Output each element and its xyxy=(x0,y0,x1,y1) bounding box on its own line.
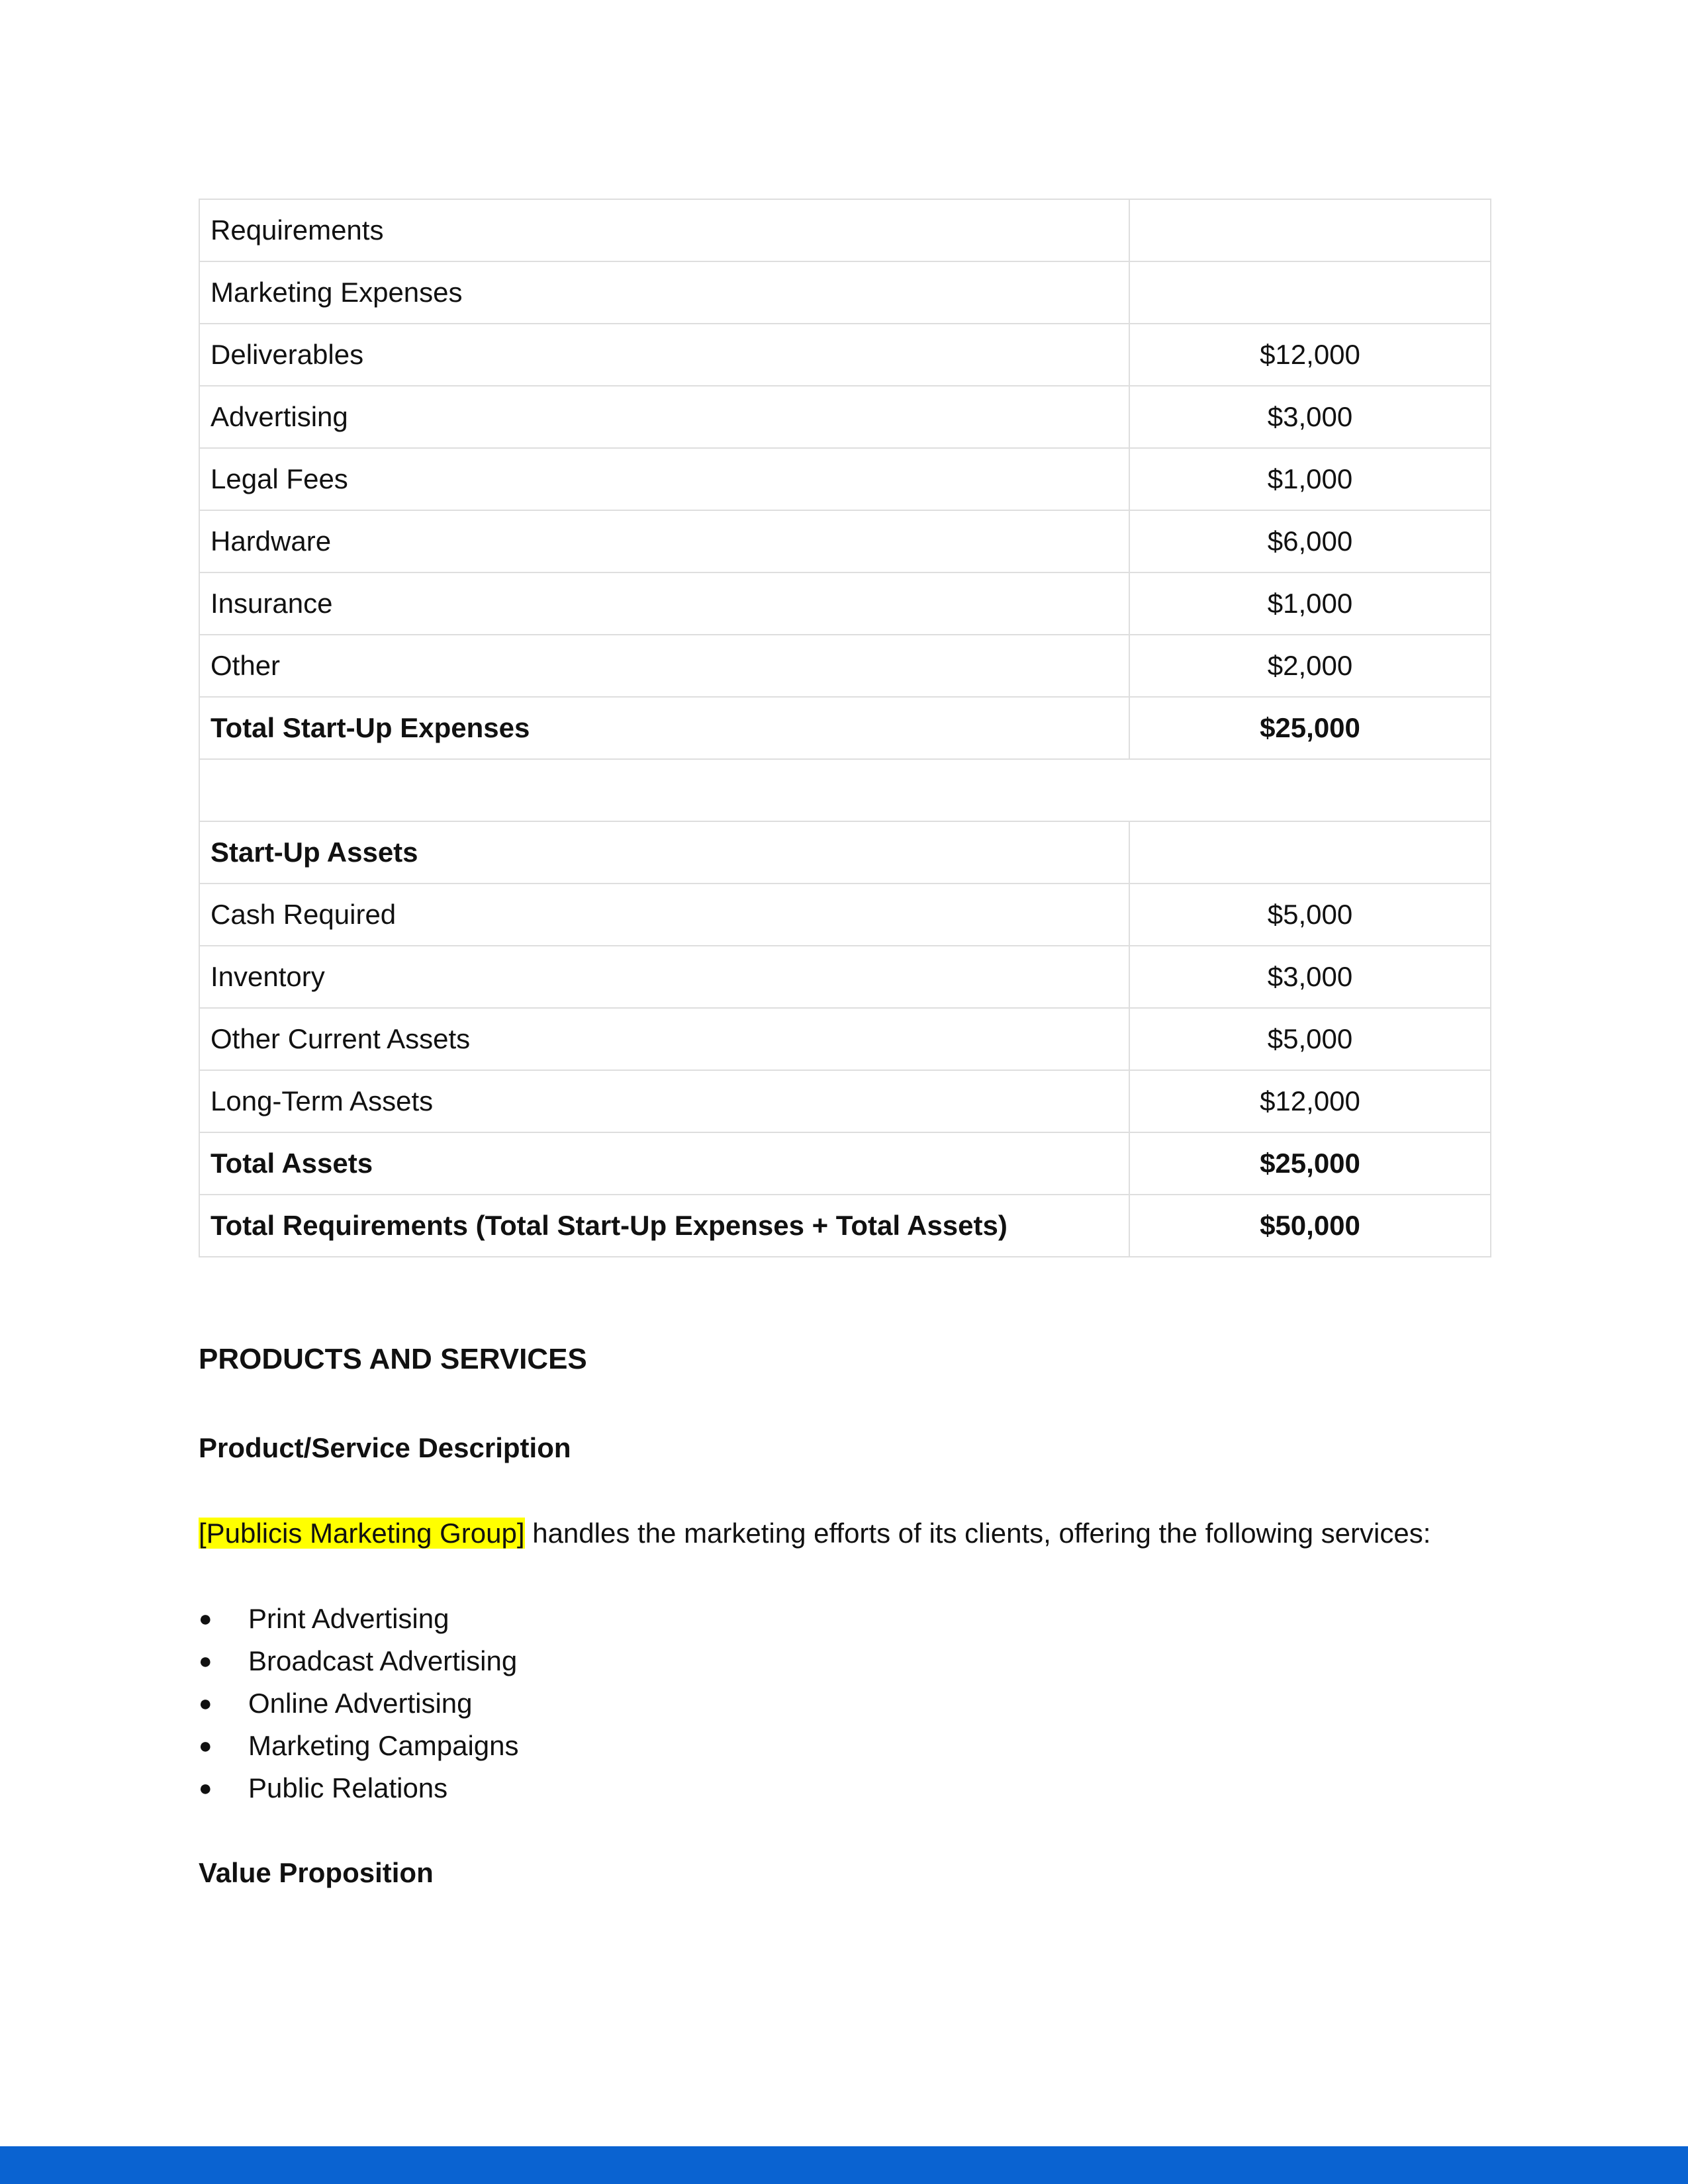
row-value: $12,000 xyxy=(1129,1070,1491,1132)
service-label: Marketing Campaigns xyxy=(248,1730,519,1761)
row-value: $6,000 xyxy=(1129,510,1491,572)
service-label: Broadcast Advertising xyxy=(248,1645,518,1676)
list-item xyxy=(199,1682,519,1725)
startup-budget-table xyxy=(199,199,1491,1257)
row-label: Hardware xyxy=(199,510,1129,572)
row-label: Advertising xyxy=(199,386,1129,448)
row-value: $5,000 xyxy=(1129,884,1491,946)
list-item xyxy=(199,1725,519,1767)
row-value: $3,000 xyxy=(1129,386,1491,448)
row-label: Other Current Assets xyxy=(199,1008,1129,1070)
bullet-icon: ● xyxy=(199,1776,212,1801)
total-row xyxy=(199,1195,1491,1257)
row-label: Total Requirements (Total Start-Up Expenses + Total Assets) xyxy=(199,1195,1129,1257)
row-value xyxy=(1129,261,1491,324)
service-label: Public Relations xyxy=(248,1772,448,1803)
row-label: Start-Up Assets xyxy=(199,821,1129,884)
section-heading: PRODUCTS AND SERVICES xyxy=(199,1343,587,1375)
bullet-icon: ● xyxy=(199,1691,212,1716)
table-row xyxy=(199,635,1491,697)
row-value: $3,000 xyxy=(1129,946,1491,1008)
row-value: $1,000 xyxy=(1129,572,1491,635)
row-value: $1,000 xyxy=(1129,448,1491,510)
row-label: Total Assets xyxy=(199,1132,1129,1195)
row-value: $50,000 xyxy=(1129,1195,1491,1257)
list-item xyxy=(199,1640,519,1682)
intro-text: handles the marketing efforts of its clients, offering the following services: xyxy=(524,1518,1431,1549)
row-label: Long-Term Assets xyxy=(199,1070,1129,1132)
row-label: Marketing Expenses xyxy=(199,261,1129,324)
row-label: Deliverables xyxy=(199,324,1129,386)
table-row xyxy=(199,1008,1491,1070)
company-name-highlight: [Publicis Marketing Group] xyxy=(199,1518,525,1549)
service-label: Print Advertising xyxy=(248,1603,449,1634)
footer-bar xyxy=(0,2146,1688,2184)
table-row xyxy=(199,324,1491,386)
spacer-cell xyxy=(199,759,1491,821)
table-row xyxy=(199,261,1491,324)
section-row xyxy=(199,821,1491,884)
row-label: Requirements xyxy=(199,199,1129,261)
row-value: $12,000 xyxy=(1129,324,1491,386)
description-heading: Product/Service Description xyxy=(199,1432,571,1463)
value-proposition-heading: Value Proposition xyxy=(199,1857,434,1888)
intro-paragraph xyxy=(199,1514,1430,1553)
table-row xyxy=(199,572,1491,635)
row-label: Other xyxy=(199,635,1129,697)
table-row xyxy=(199,1070,1491,1132)
row-label: Insurance xyxy=(199,572,1129,635)
table-row xyxy=(199,199,1491,261)
row-label: Inventory xyxy=(199,946,1129,1008)
table-row xyxy=(199,510,1491,572)
table-row xyxy=(199,386,1491,448)
row-value: $25,000 xyxy=(1129,1132,1491,1195)
row-value: $25,000 xyxy=(1129,697,1491,759)
row-label: Legal Fees xyxy=(199,448,1129,510)
table-row xyxy=(199,884,1491,946)
spacer-row xyxy=(199,759,1491,821)
row-label: Cash Required xyxy=(199,884,1129,946)
total-row xyxy=(199,697,1491,759)
table-row xyxy=(199,946,1491,1008)
bullet-icon: ● xyxy=(199,1733,212,1758)
total-row xyxy=(199,1132,1491,1195)
services-list xyxy=(199,1598,519,1809)
list-item xyxy=(199,1598,519,1640)
bullet-icon: ● xyxy=(199,1606,212,1631)
table-row xyxy=(199,448,1491,510)
service-label: Online Advertising xyxy=(248,1688,473,1719)
row-value xyxy=(1129,821,1491,884)
row-label: Total Start-Up Expenses xyxy=(199,697,1129,759)
list-item xyxy=(199,1767,519,1809)
row-value: $2,000 xyxy=(1129,635,1491,697)
row-value: $5,000 xyxy=(1129,1008,1491,1070)
bullet-icon: ● xyxy=(199,1649,212,1674)
row-value xyxy=(1129,199,1491,261)
